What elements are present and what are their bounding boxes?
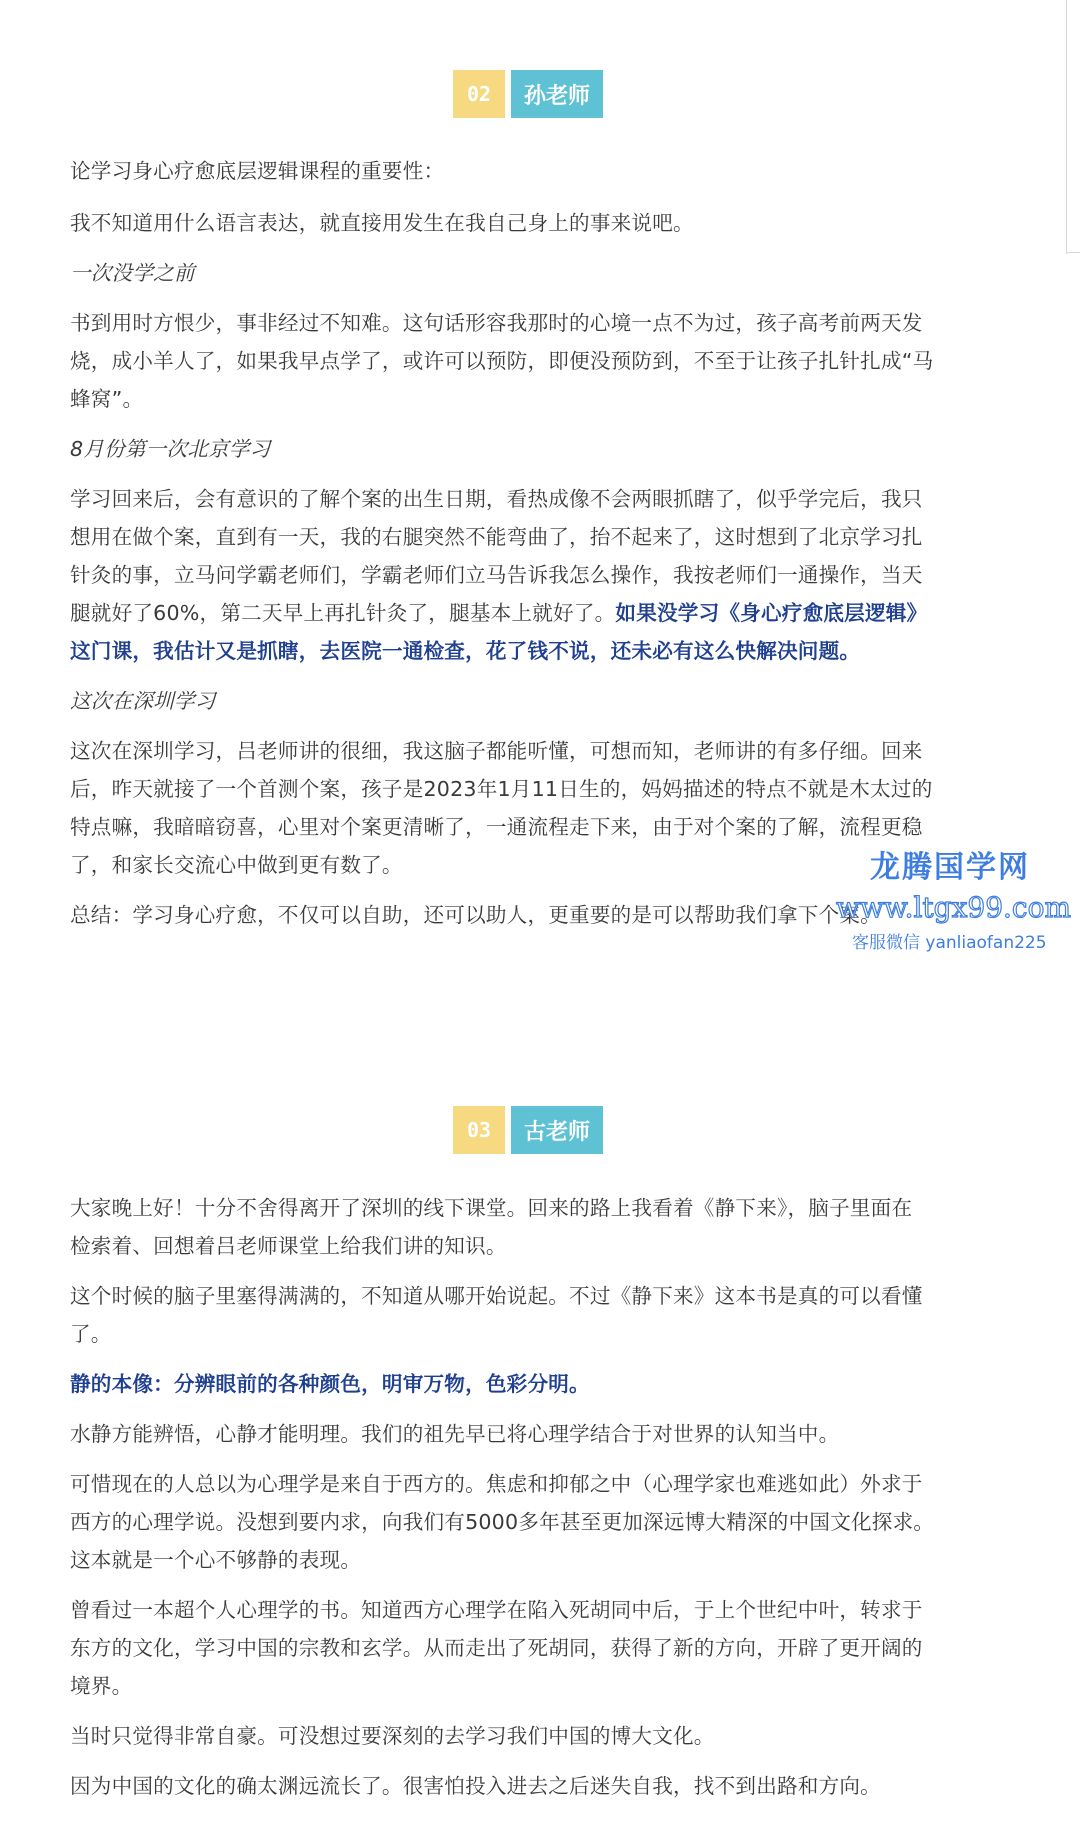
- paragraph: [70, 480, 1008, 670]
- paragraph: 当时只觉得非常自豪。可没想过要深刻的去学习我们中国的博大文化。: [70, 1724, 715, 1748]
- watermark-url: www.ltgx99.com: [836, 891, 1072, 924]
- paragraph-line: 特点嘛，我暗暗窃喜，心里对个案更清晰了，一通流程走下来，由于对个案的了解，流程更稳: [70, 815, 923, 839]
- section-header-02: [453, 70, 603, 118]
- paragraph-line: 东方的文化，学习中国的宗教和玄学。从而走出了死胡同，获得了新的方向，开辟了更开阔的: [70, 1636, 923, 1660]
- paragraph-line: 这个时候的脑子里塞得满满的，不知道从哪开始说起。不过《静下来》这本书是真的可以看懂: [70, 1284, 923, 1308]
- paragraph-line: 蜂窝”。: [70, 387, 144, 411]
- subheading: 这次在深圳学习: [70, 689, 216, 713]
- right-edge-rule: [1066, 0, 1067, 254]
- paragraph-line: 了，和家长交流心中做到更有数了。: [70, 853, 403, 877]
- paragraph: [70, 1189, 1008, 1265]
- paragraph: 论学习身心疗愈底层逻辑课程的重要性：: [70, 159, 445, 183]
- paragraph-line: 针灸的事，立马问学霸老师们，学霸老师们立马告诉我怎么操作，我按老师们一通操作，当天: [70, 563, 923, 587]
- paragraph-line: 这次在深圳学习，吕老师讲的很细，我这脑子都能听懂，可想而知，老师讲的有多仔细。回来: [70, 739, 923, 763]
- paragraph: [70, 732, 1008, 884]
- emphasis-line: 这门课，我估计又是抓瞎，去医院一通检查，花了钱不说，还未必有这么快解决问题。: [70, 639, 861, 663]
- paragraph: 水静方能辨悟，心静才能明理。我们的祖先早已将心理学结合于对世界的认知当中。: [70, 1422, 840, 1446]
- paragraph-line: [70, 594, 1008, 632]
- paragraph-line: 想用在做个案，直到有一天，我的右腿突然不能弯曲了，抬不起来了，这时想到了北京学习扎: [70, 525, 923, 549]
- emphasis-line: 静的本像：分辨眼前的各种颜色，明审万物，色彩分明。: [70, 1372, 590, 1396]
- watermark-service: 客服微信 yanliaofan225: [852, 933, 1047, 953]
- paragraph-line: 这本就是一个心不够静的表现。: [70, 1548, 362, 1572]
- watermark-title: 龙腾国学网: [870, 850, 1030, 885]
- emphasis-text: 如果没学习《身心疗愈底层逻辑》: [615, 601, 928, 625]
- section-03-body: [70, 1189, 1008, 1805]
- section-header-03: [453, 1106, 603, 1154]
- teacher-name-badge: 古老师: [511, 1106, 603, 1154]
- paragraph: 我不知道用什么语言表达，就直接用发生在我自己身上的事来说吧。: [70, 211, 694, 235]
- paragraph: 因为中国的文化的确太渊远流长了。很害怕投入进去之后迷失自我，找不到出路和方向。: [70, 1774, 881, 1798]
- paragraph-line: 曾看过一本超个人心理学的书。知道西方心理学在陷入死胡同中后，于上个世纪中叶，转求于: [70, 1598, 923, 1622]
- paragraph: [70, 1465, 1008, 1579]
- paragraph-line: 可惜现在的人总以为心理学是来自于西方的。焦虑和抑郁之中（心理学家也难逃如此）外求于: [70, 1472, 923, 1496]
- paragraph-line: 检索着、回想着吕老师课堂上给我们讲的知识。: [70, 1234, 507, 1258]
- paragraph-line: 学习回来后，会有意识的了解个案的出生日期，看热成像不会两眼抓瞎了，似乎学完后，我只: [70, 487, 923, 511]
- paragraph-line: 境界。: [70, 1674, 133, 1698]
- summary-paragraph: 总结：学习身心疗愈，不仅可以自助，还可以助人，更重要的是可以帮助我们拿下个案。: [70, 903, 881, 927]
- paragraph-line: 大家晚上好！十分不舍得离开了深圳的线下课堂。回来的路上我看着《静下来》，脑子里面在: [70, 1196, 913, 1220]
- paragraph-line: 西方的心理学说。没想到要内求，向我们有5000多年甚至更加深远博大精深的中国文化探求。: [70, 1510, 935, 1534]
- paragraph: [70, 1277, 1008, 1353]
- subheading: 一次没学之前: [70, 261, 195, 285]
- subheading: 8月份第一次北京学习: [70, 437, 271, 461]
- section-02-body: [70, 152, 1008, 934]
- paragraph: [70, 1591, 1008, 1705]
- paragraph-line: 书到用时方恨少，事非经过不知难。这句话形容我那时的心境一点不为过，孩子高考前两天发: [70, 311, 923, 335]
- paragraph: [70, 304, 1008, 418]
- right-edge-rule-foot: [1066, 252, 1080, 253]
- paragraph-line: 了。: [70, 1322, 112, 1346]
- text-run: 腿就好了60%，第二天早上再扎针灸了，腿基本上就好了。: [70, 601, 616, 625]
- paragraph-line: 后，昨天就接了一个首测个案，孩子是2023年1月11日生的，妈妈描述的特点不就是木太过的: [70, 777, 933, 801]
- teacher-name-badge: 孙老师: [511, 70, 603, 118]
- section-number-badge: 02: [453, 70, 505, 118]
- paragraph-line: 烧，成小羊人了，如果我早点学了，或许可以预防，即便没预防到，不至于让孩子扎针扎成“马: [70, 349, 934, 373]
- section-number-badge: 03: [453, 1106, 505, 1154]
